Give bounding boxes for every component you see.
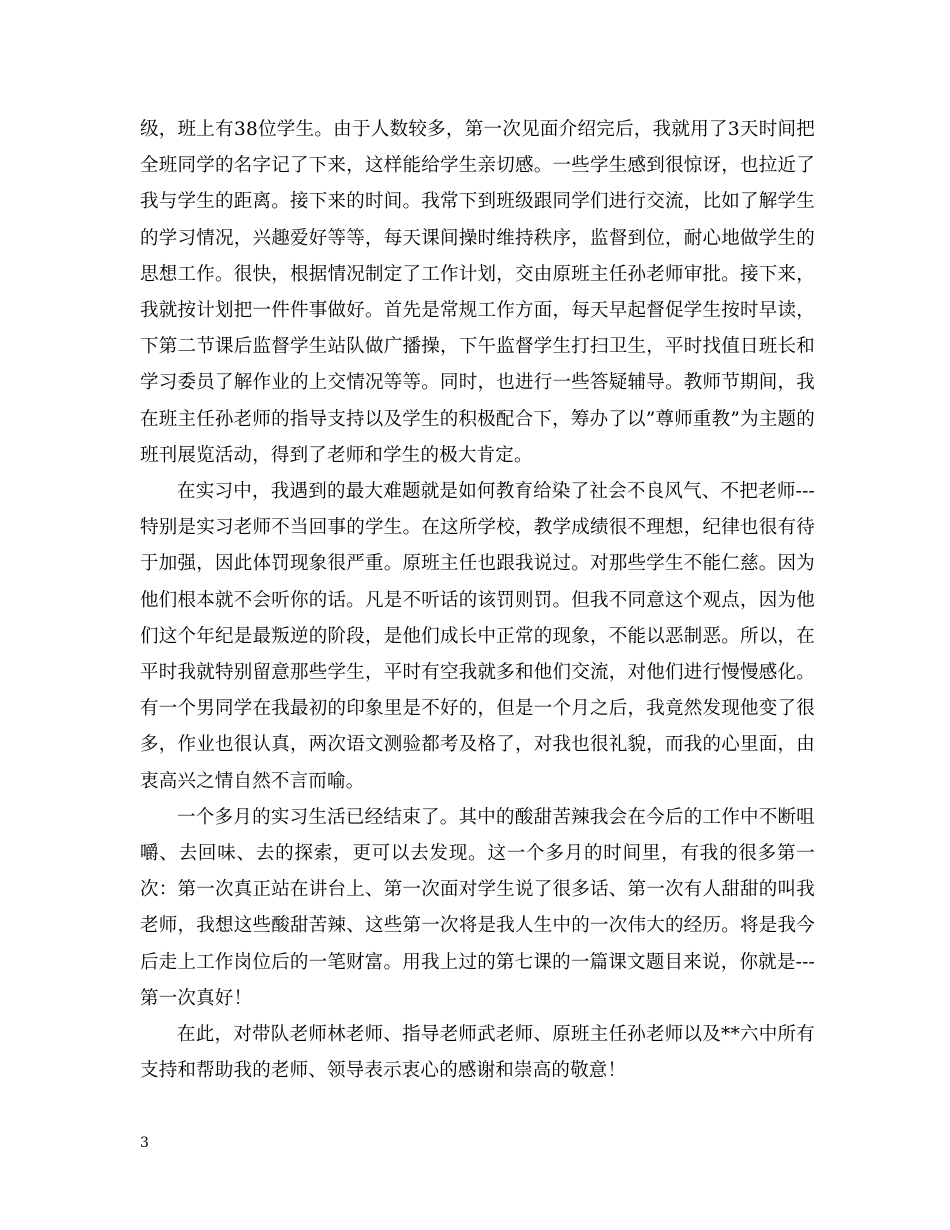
paragraph-acknowledgements: 在此，对带队老师林老师、指导老师武老师、原班主任孙老师以及**六中所有支持和帮助我的老师、领导表示衷心的感谢和崇高的敬意！ [140, 1024, 815, 1082]
paragraph-class-introduction: 级，班上有38位学生。由于人数较多，第一次见面介绍完后，我就用了3天时间把全班同学的名字记了下来，这样能给学生亲切感。一些学生感到很惊讶，也拉近了我与学生的距离。接下来的时间。我常下到班级跟同学们进行交流，比如了解学生的学习情况，兴趣爱好等等，每天课间操时维持秩序，监督到位，耐心地做学生的思想工作。很快，根据情况制定了工作计划，交由原班主任孙老师审批。接下来，我就按计划把一件件事做好。首先是常规工作方面，每天早起督促学生按时早读，下第二节课后监督学生站队做广播操，下午监督学生打扫卫生，平时找值日班长和学习委员了解作业的上交情况等等。同时，也进行一些答疑辅导。教师节期间，我在班主任孙老师的指导支持以及学生的积极配合下，筹办了以”尊师重教”为主题的班刊展览活动，得到了老师和学生的极大肯定。 [140, 119, 815, 466]
page-number: 3 [140, 1135, 149, 1151]
paragraph-internship-reflection: 一个多月的实习生活已经结束了。其中的酸甜苦辣我会在今后的工作中不断咀嚼、去回味、去的探索，更可以去发现。这一个多月的时间里，有我的很多第一次：第一次真正站在讲台上、第一次面对学生说了很多话、第一次有人甜甜的叫我老师，我想这些酸甜苦辣、这些第一次将是我人生中的一次伟大的经历。将是我今后走上工作岗位后的一笔财富。用我上过的第七课的一篇课文题目来说，你就是---第一次真好！ [140, 806, 815, 1009]
paragraph-teaching-difficulty: 在实习中，我遇到的最大难题就是如何教育给染了社会不良风气、不把老师---特别是实习老师不当回事的学生。在这所学校，教学成绩很不理想，纪律也很有待于加强，因此体罚现象很严重。原班主任也跟我说过。对那些学生不能仁慈。因为他们根本就不会听你的话。凡是不听话的该罚则罚。但我不同意这个观点，因为他们这个年纪是最叛逆的阶段，是他们成长中正常的现象，不能以恶制恶。所以，在平时我就特别留意那些学生，平时有空我就多和他们交流，对他们进行慢慢感化。有一个男同学在我最初的印象里是不好的，但是一个月之后，我竟然发现他变了很多，作业也很认真，两次语文测验都考及格了，对我也很礼貌，而我的心里面，由衷高兴之情自然不言而喻。 [140, 481, 815, 792]
document-body [140, 112, 815, 1089]
